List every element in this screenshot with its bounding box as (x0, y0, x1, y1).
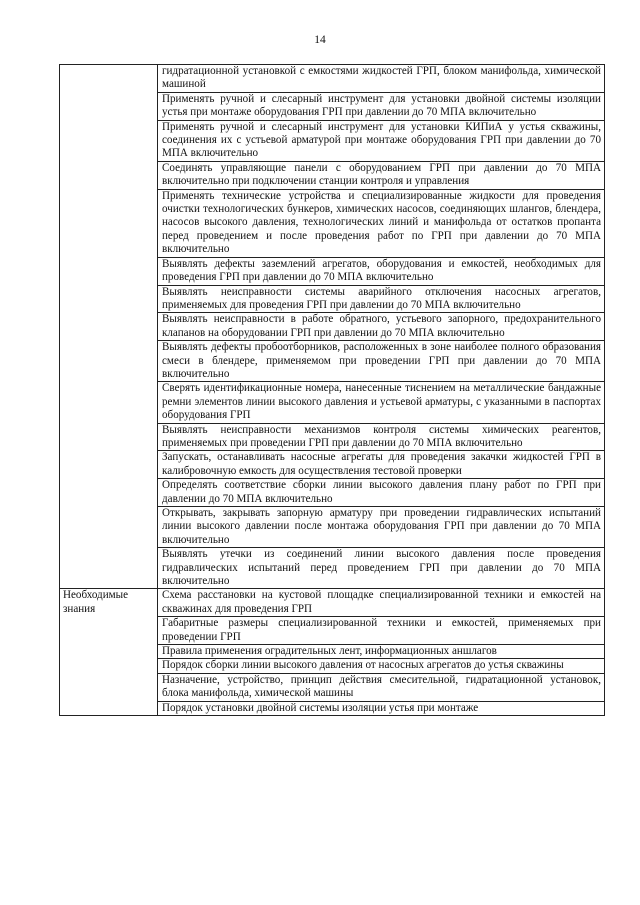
table-row (60, 65, 605, 93)
skills-label-cell (60, 65, 158, 589)
skill-item: Выявлять неисправности механизмов контроля системы химических реагентов, применяемых при проведении ГРП при давлении до 70 МПА включительно (158, 423, 605, 451)
table-row (60, 589, 605, 617)
skill-item: Применять ручной и слесарный инструмент для установки двойной системы изоляции устья при монтаже оборудования ГРП при давлении до 70 МПА включительно (158, 92, 605, 120)
knowledge-item: Правила применения оградительных лент, информационных аншлагов (158, 645, 605, 659)
skill-item: гидратационной установкой с емкостями жидкостей ГРП, блоком манифольда, химической машиной (158, 65, 605, 93)
skill-item: Соединять управляющие панели с оборудованием ГРП при давлении до 70 МПА включительно при подключении станции контроля и управления (158, 161, 605, 189)
skill-item: Применять ручной и слесарный инструмент для установки КИПиА у устья скважины, соединения их с устьевой арматурой при монтаже оборудования ГРП при давлении до 70 МПА включительно (158, 120, 605, 161)
knowledge-item: Схема расстановки на кустовой площадке специализированной техники и емкостей на скважинах для проведения ГРП (158, 589, 605, 617)
competency-table (59, 64, 605, 716)
skill-item: Выявлять дефекты заземлений агрегатов, оборудования и емкостей, необходимых для проведения ГРП при давлении до 70 МПА включительно (158, 257, 605, 285)
knowledge-item: Порядок установки двойной системы изоляции устья при монтаже (158, 701, 605, 715)
skill-item: Выявлять неисправности в работе обратного, устьевого запорного, предохранительного клапанов на оборудовании ГРП при давлении до 70 МПА включительно (158, 313, 605, 341)
knowledge-item: Назначение, устройство, принцип действия смесительной, гидратационной установок, блока манифольда, химической машины (158, 673, 605, 701)
skill-item: Выявлять неисправности системы аварийного отключения насосных агрегатов, применяемых для проведения ГРП при давлении до 70 МПА включительно (158, 285, 605, 313)
page-number: 14 (314, 34, 326, 46)
knowledge-label-cell: Необходимые знания (60, 589, 158, 716)
knowledge-item: Габаритные размеры специализированной техники и емкостей, применяемых при проведении ГРП (158, 617, 605, 645)
skill-item: Выявлять дефекты пробоотборников, расположенных в зоне наиболее полного образования смеси в блендере, применяемом при проведении ГРП при давлении до 70 МПА включительно (158, 341, 605, 382)
skill-item: Запускать, останавливать насосные агрегаты для проведения закачки жидкостей ГРП в калибровочную емкость для осуществления тестовой проверки (158, 451, 605, 479)
skill-item: Сверять идентификационные номера, нанесенные тиснением на металлические бандажные ремни элементов линии высокого давления и устьевой арматуры, с указанными в паспортах оборудования ГРП (158, 382, 605, 423)
skill-item: Выявлять утечки из соединений линии высокого давления после проведения гидравлических испытаний перед проведением ГРП при давлении до 70 МПА включительно (158, 548, 605, 589)
skill-item: Открывать, закрывать запорную арматуру при проведении гидравлических испытаний линии высокого давлении после монтажа оборудования ГРП при давлении до 70 МПА включительно (158, 507, 605, 548)
skill-item: Применять технические устройства и специализированные жидкости для проведения очистки технологических бункеров, химических насосов, соединяющих шлангов, блендера, насосов высокого давления, технологических линий и манифольда от остатков пропанта перед проведением и после проведения работ по ГРП при давлении до 70 МПА включительно (158, 189, 605, 257)
skill-item: Определять соответствие сборки линии высокого давления плану работ по ГРП при давлении до 70 МПА включительно (158, 479, 605, 507)
knowledge-item: Порядок сборки линии высокого давления от насосных агрегатов до устья скважины (158, 659, 605, 673)
